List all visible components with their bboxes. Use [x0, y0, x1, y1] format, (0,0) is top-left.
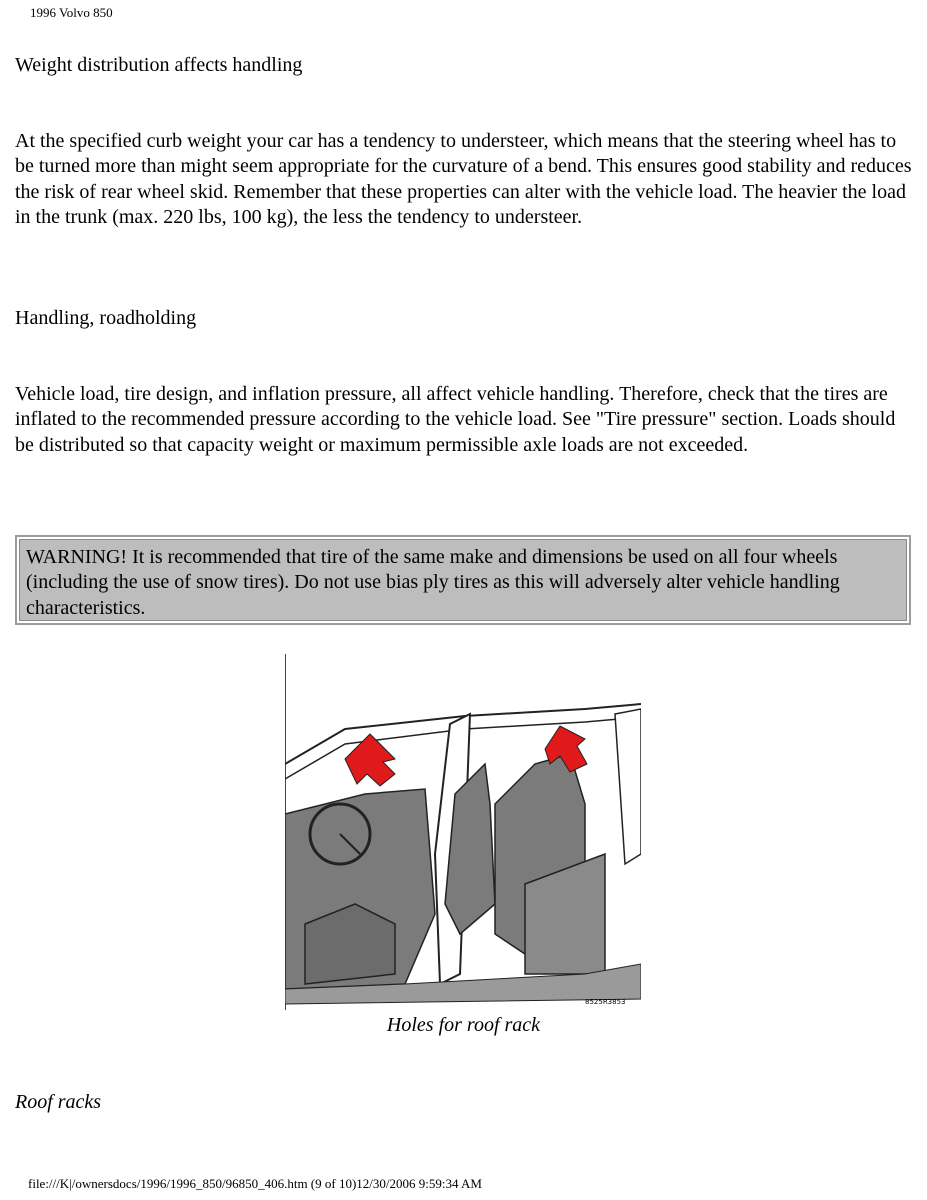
- handling-paragraph: Vehicle load, tire design, and inflation pressure, all affect vehicle handling. Therefore, check that the tires are inflated to the recommended pressure according to the vehicle load. See "Tire pressure" section. Loads should be distributed so that capacity weight or maximum permissible axle loads are not exceeded.: [15, 383, 896, 456]
- roof-racks-heading: Roof racks: [15, 1091, 102, 1113]
- car-interior-illustration: [285, 654, 641, 1010]
- roof-rack-figure: [285, 654, 641, 1010]
- warning-text: WARNING! It is recommended that tire of the same make and dimensions be used on all four wheels (including the use of snow tires). Do not use bias ply tires as this will adversely alter vehicle handling characteristics.: [19, 539, 907, 621]
- warning-box: [15, 535, 911, 625]
- handling-heading: Handling, roadholding: [15, 307, 197, 329]
- page-footer: file:///K|/ownersdocs/1996/1996_850/96850_406.htm (9 of 10)12/30/2006 9:59:34 AM: [28, 1176, 482, 1191]
- page-header: 1996 Volvo 850: [30, 5, 113, 20]
- figure-caption: Holes for roof rack: [386, 1014, 541, 1036]
- front-roof-arrow: [345, 734, 395, 786]
- figure-code: 8525R3853: [585, 998, 626, 1006]
- weight-heading: Weight distribution affects handling: [15, 54, 303, 76]
- weight-paragraph: At the specified curb weight your car has a tendency to understeer, which means that the steering wheel has to be turned more than might seem appropriate for the curvature of a bend. This ensures good stability and reduces the risk of rear wheel skid. Remember that these properties can alter with the vehicle load. The heavier the load in the trunk (max. 220 lbs, 100 kg), the less the tendency to understeer.: [15, 130, 912, 228]
